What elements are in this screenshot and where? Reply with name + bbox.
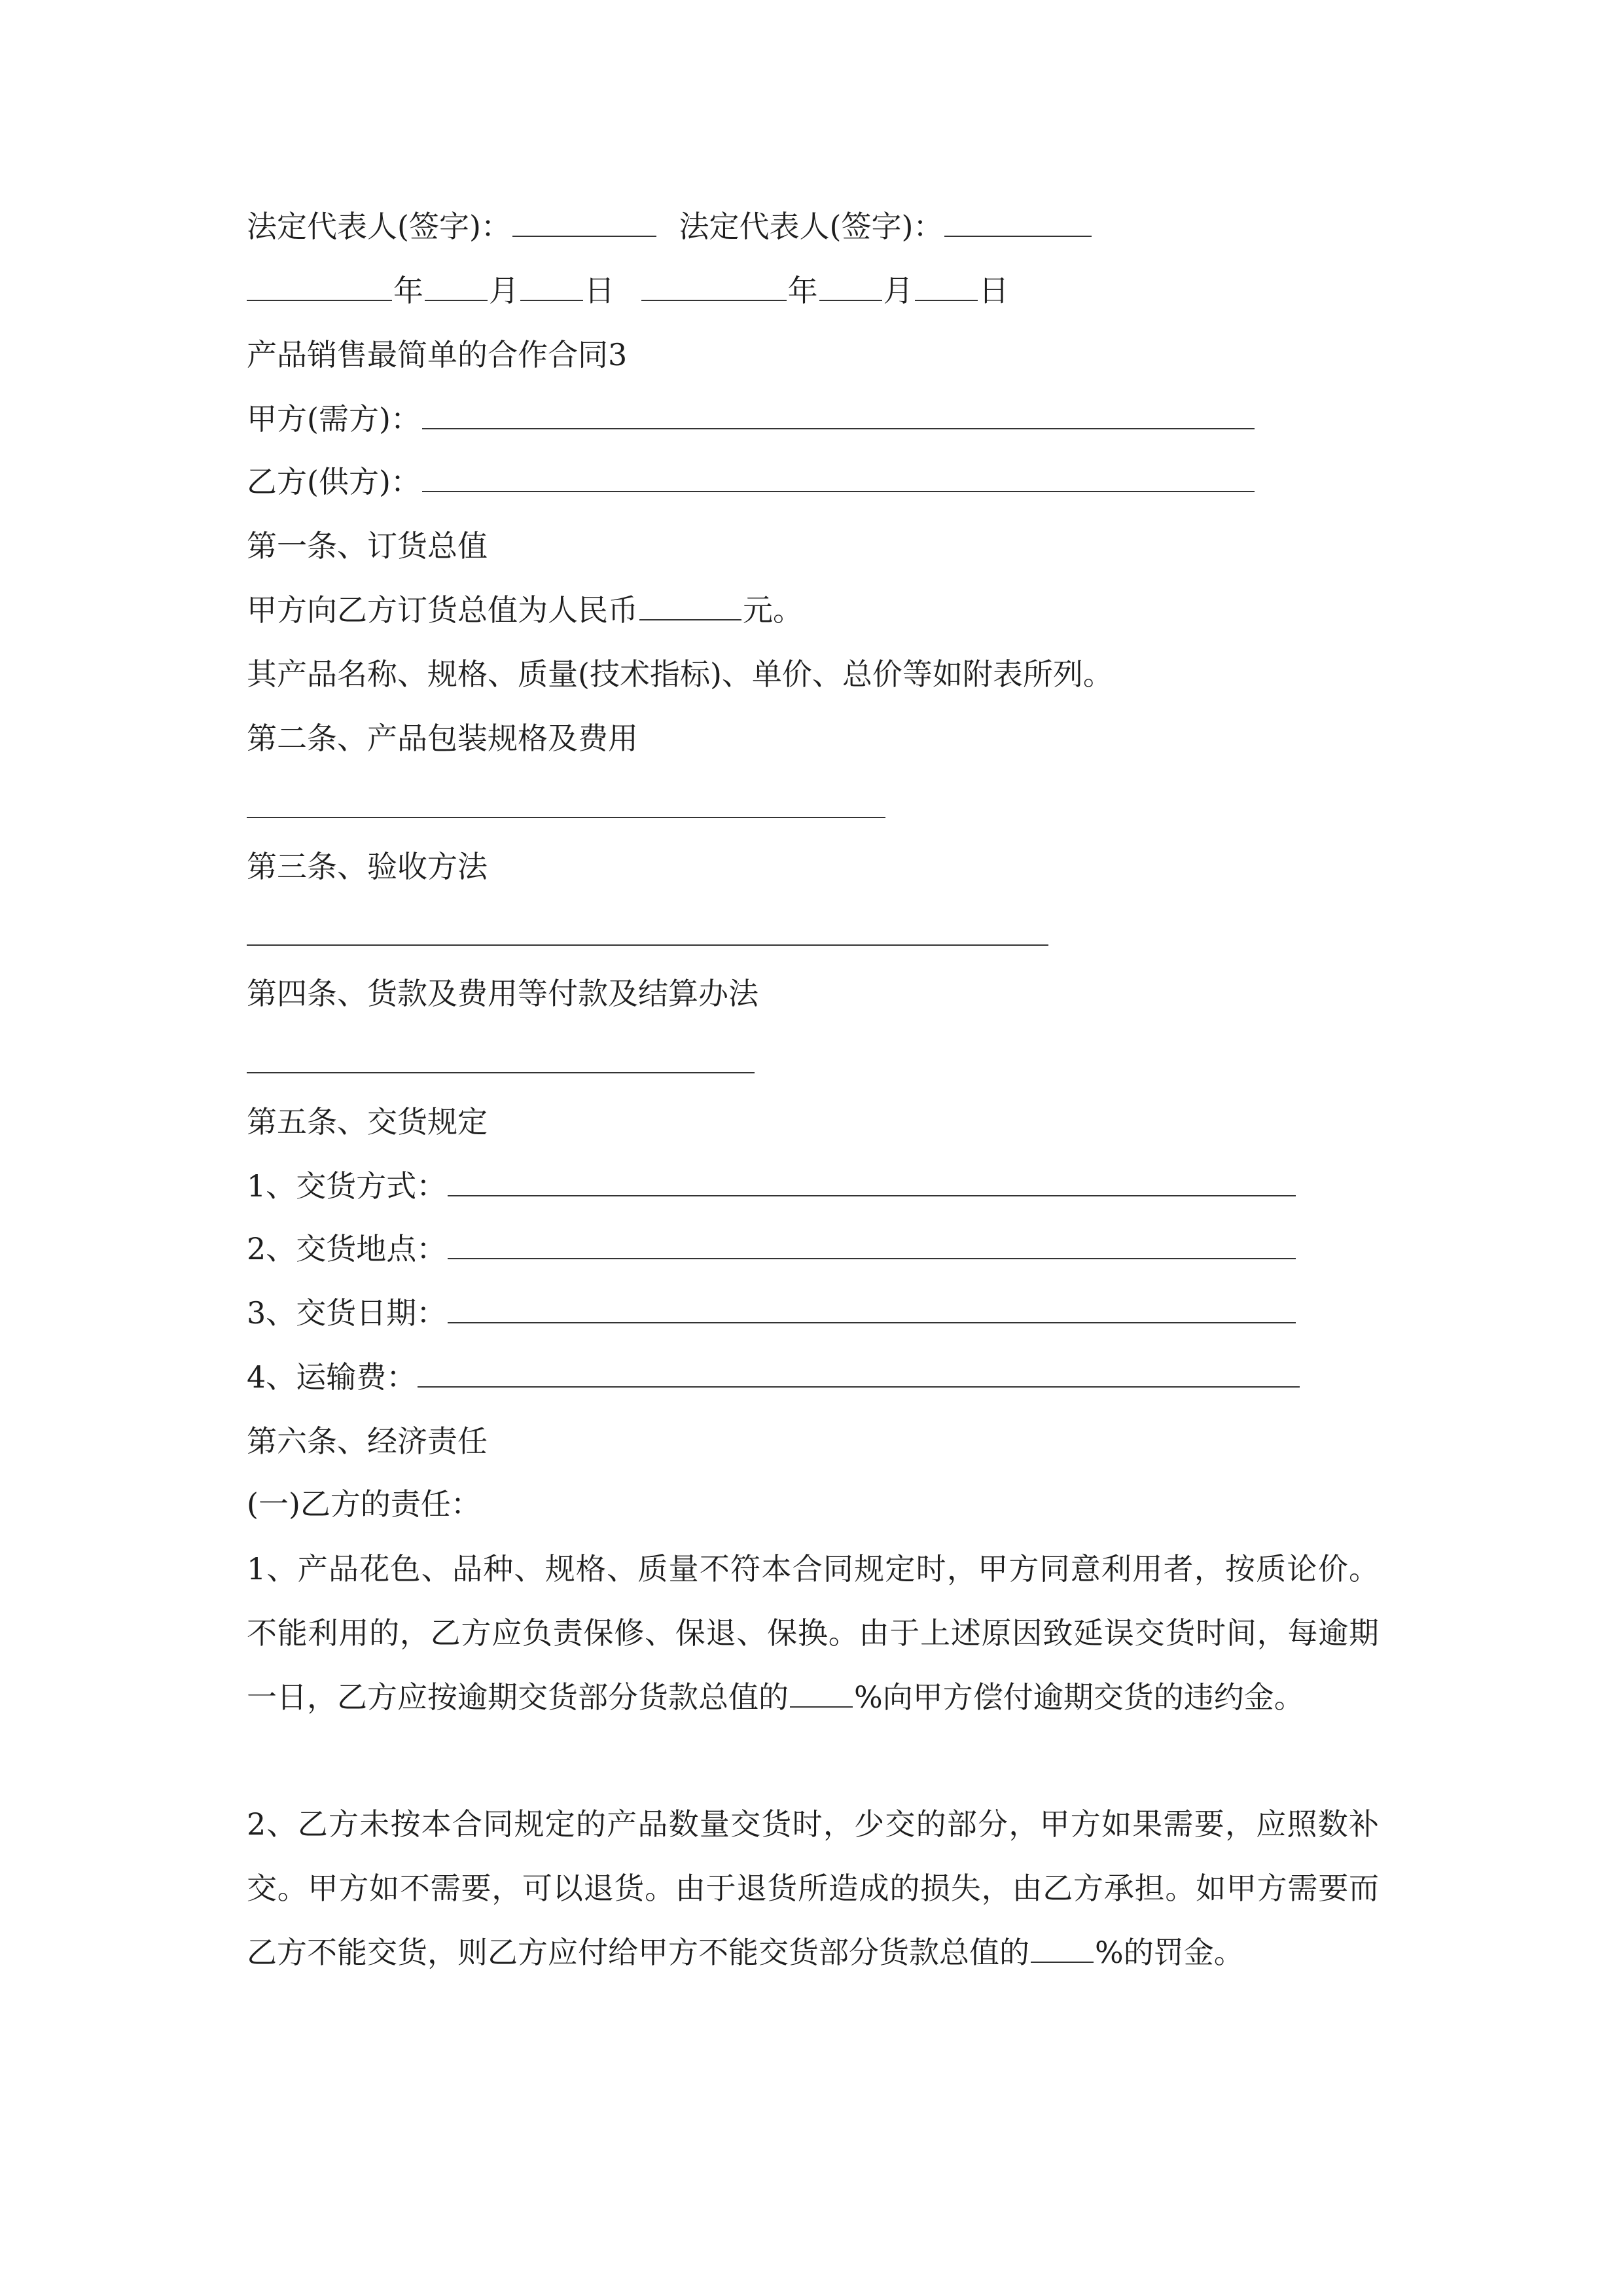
article-3-blank-line[interactable] xyxy=(247,944,1048,946)
party-b-label: 乙方(供方)： xyxy=(247,464,421,499)
party-a-label: 甲方(需方)： xyxy=(247,401,421,437)
date-day-blank-b[interactable] xyxy=(915,274,978,301)
date-day-label-b: 日 xyxy=(978,273,1009,308)
date-year-blank-a[interactable] xyxy=(247,274,392,301)
shipping-fee-label: 4、运输费： xyxy=(247,1359,417,1395)
delivery-place-field[interactable] xyxy=(448,1232,1296,1259)
date-day-label-a: 日 xyxy=(584,273,615,308)
delivery-place-row xyxy=(247,1229,1297,1268)
shipping-fee-field[interactable] xyxy=(418,1360,1300,1388)
article-1-amount-post: 元。 xyxy=(743,592,803,628)
article-1-amount-row xyxy=(247,590,803,630)
party-a-row xyxy=(247,399,1256,439)
signature-row xyxy=(247,207,1093,246)
article-3-heading: 第三条、验收方法 xyxy=(247,849,488,884)
article-1-heading: 第一条、订货总值 xyxy=(247,528,488,564)
party-b-row xyxy=(247,462,1256,501)
liability-clause-2 xyxy=(247,1792,1379,1984)
delivery-date-label: 3、交货日期： xyxy=(247,1295,447,1331)
liability-clause-2-tail: %的罚金。 xyxy=(1095,1935,1244,1970)
date-day-blank-a[interactable] xyxy=(520,274,583,301)
article-1-amount-pre: 甲方向乙方订货总值为人民币 xyxy=(247,592,638,628)
date-month-label-a: 月 xyxy=(489,273,519,308)
shipping-fee-row xyxy=(247,1357,1301,1397)
delivery-method-row xyxy=(247,1166,1297,1206)
date-row xyxy=(247,271,1009,310)
delivery-place-label: 2、交货地点： xyxy=(247,1231,447,1266)
delivery-date-row xyxy=(247,1293,1297,1333)
late-penalty-rate-field[interactable] xyxy=(790,1680,853,1708)
date-year-label-b: 年 xyxy=(787,273,818,308)
date-month-blank-a[interactable] xyxy=(425,274,488,301)
date-month-blank-b[interactable] xyxy=(819,274,882,301)
signature-blank-b[interactable] xyxy=(944,209,1092,237)
delivery-method-label: 1、交货方式： xyxy=(247,1168,447,1204)
liability-clause-1 xyxy=(247,1537,1379,1729)
delivery-date-field[interactable] xyxy=(448,1296,1296,1323)
article-6-subheading: (一)乙方的责任： xyxy=(247,1486,481,1522)
article-4-blank-line[interactable] xyxy=(247,1072,755,1073)
liability-clause-2-text: 2、乙方未按本合同规定的产品数量交货时，少交的部分，甲方如果需要，应照数补交。甲方如不需要，可以退货。由于退货所造成的损失，由乙方承担。如甲方需要而乙方不能交货，则乙方应付给甲方不能交货部分货款总值的 xyxy=(247,1806,1379,1970)
party-a-field[interactable] xyxy=(422,402,1255,429)
shortfall-penalty-rate-field[interactable] xyxy=(1031,1935,1094,1963)
article-4-heading: 第四条、货款及费用等付款及结算办法 xyxy=(247,976,758,1011)
article-2-heading: 第二条、产品包装规格及费用 xyxy=(247,721,638,756)
signature-blank-a[interactable] xyxy=(512,209,656,237)
article-1-amount-field[interactable] xyxy=(639,593,741,620)
article-1-detail: 其产品名称、规格、质量(技术指标)、单价、总价等如附表所列。 xyxy=(247,656,1113,692)
signature-label-a: 法定代表人(签字)： xyxy=(247,209,511,244)
date-month-label-b: 月 xyxy=(883,273,914,308)
article-5-heading: 第五条、交货规定 xyxy=(247,1104,488,1139)
article-2-blank-line[interactable] xyxy=(247,817,885,818)
date-year-label-a: 年 xyxy=(393,273,423,308)
article-6-heading: 第六条、经济责任 xyxy=(247,1424,488,1459)
liability-clause-1-tail: %向甲方偿付逾期交货的违约金。 xyxy=(854,1679,1304,1715)
signature-label-b: 法定代表人(签字)： xyxy=(679,209,944,244)
party-b-field[interactable] xyxy=(422,465,1255,492)
delivery-method-field[interactable] xyxy=(448,1169,1296,1196)
date-year-blank-b[interactable] xyxy=(641,274,787,301)
liability-clause-1-text: 1、产品花色、品种、规格、质量不符本合同规定时，甲方同意利用者，按质论价。不能利用的，乙方应负责保修、保退、保换。由于上述原因致延误交货时间，每逾期一日，乙方应按逾期交货部分货款总值的 xyxy=(247,1551,1379,1715)
document-title: 产品销售最简单的合作合同3 xyxy=(247,337,628,372)
